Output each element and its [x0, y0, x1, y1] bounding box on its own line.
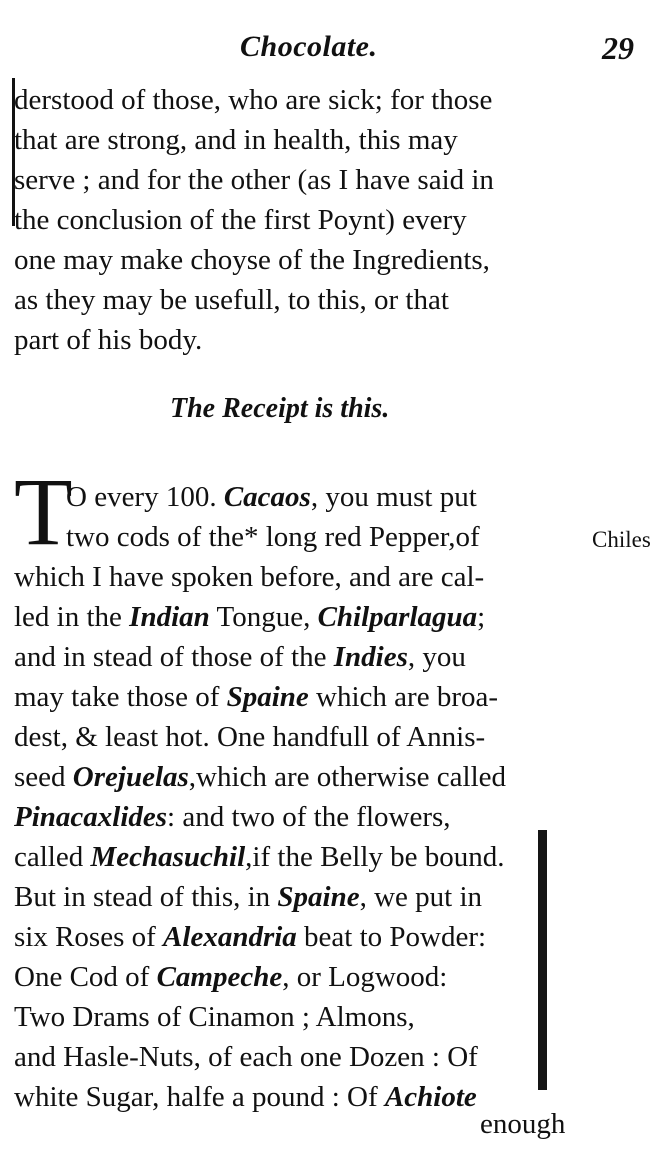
italic-term: Spaine — [277, 881, 360, 913]
text-line: the conclusion of the first Poynt) every — [14, 204, 467, 236]
text-line — [14, 717, 594, 757]
text-line: one may make choyse of the Ingredients, — [14, 244, 490, 276]
text-line — [14, 877, 594, 917]
ink-blot — [538, 830, 547, 1090]
text-line — [14, 557, 594, 597]
text-run: ,which are otherwise called — [188, 761, 507, 793]
text-line — [14, 957, 594, 997]
italic-term: Orejuelas — [72, 761, 189, 793]
text-line — [14, 917, 594, 957]
text-line — [14, 1037, 594, 1077]
text-line — [14, 677, 594, 717]
italic-term: Mechasuchil — [90, 841, 246, 873]
text-run: which I have spoken before, and are cal- — [14, 561, 485, 593]
text-line — [14, 997, 594, 1037]
text-run: which are broa- — [308, 681, 499, 713]
text-run: seed — [14, 761, 73, 793]
text-run: called — [14, 841, 91, 873]
text-line — [14, 597, 594, 637]
text-run: ; — [477, 601, 486, 633]
catchword: enough — [480, 1108, 566, 1140]
text-line — [14, 637, 594, 677]
text-line — [14, 477, 594, 517]
text-run: Two Drams of Cinamon ; Almons, — [14, 1001, 415, 1033]
italic-term: Cacaos — [223, 481, 311, 513]
italic-term: Indies — [333, 641, 408, 673]
text-run: ,if the Belly be bound. — [245, 841, 505, 873]
running-title: Chocolate. — [240, 30, 378, 63]
text-line: part of his body. — [14, 324, 203, 356]
paragraph-two — [14, 477, 594, 1117]
text-line — [14, 837, 594, 877]
text-run: , you — [407, 641, 466, 673]
text-run: , or Logwood: — [282, 961, 448, 993]
italic-term: Alexandria — [163, 921, 297, 953]
text-run: , we put in — [359, 881, 483, 913]
text-line: that are strong, and in health, this may — [14, 124, 458, 156]
text-run: may take those of — [14, 681, 227, 713]
italic-term: Pinacaxlides — [14, 801, 168, 833]
text-run: two cods of the* long red Pepper,of — [66, 521, 480, 553]
text-run: white Sugar, halfe a pound : Of — [14, 1081, 385, 1113]
drop-cap: T — [14, 458, 73, 565]
text-run: and in stead of those of the — [14, 641, 334, 673]
text-line — [14, 757, 594, 797]
italic-term: Campeche — [156, 961, 283, 993]
text-run: beat to Powder: — [296, 921, 487, 953]
text-run: Tongue, — [209, 601, 318, 633]
text-line: derstood of those, who are sick; for those — [14, 84, 493, 116]
text-line: serve ; and for the other (as I have said in — [14, 164, 494, 196]
text-run: , you must put — [310, 481, 477, 513]
text-run: But in stead of this, in — [14, 881, 278, 913]
paragraph-one — [14, 80, 594, 360]
text-run: : and two of the flowers, — [167, 801, 451, 833]
text-run: six Roses of — [14, 921, 164, 953]
text-line: as they may be usefull, to this, or that — [14, 284, 449, 316]
page-number: 29 — [602, 30, 634, 66]
italic-term: Indian — [129, 601, 210, 633]
text-run: One Cod of — [14, 961, 157, 993]
text-run: O every 100. — [66, 481, 224, 513]
text-line — [14, 517, 594, 557]
italic-term: Spaine — [226, 681, 309, 713]
italic-term: Achiote — [384, 1081, 477, 1113]
text-run: led in the — [14, 601, 130, 633]
italic-term: Chilparlagua — [317, 601, 478, 633]
receipt-heading: The Receipt is this. — [170, 393, 390, 424]
text-run: dest, & least hot. One handfull of Annis- — [14, 721, 486, 753]
text-line — [14, 797, 594, 837]
margin-note: Chiles — [592, 527, 651, 552]
text-run: and Hasle-Nuts, of each one Dozen : Of — [14, 1041, 478, 1073]
